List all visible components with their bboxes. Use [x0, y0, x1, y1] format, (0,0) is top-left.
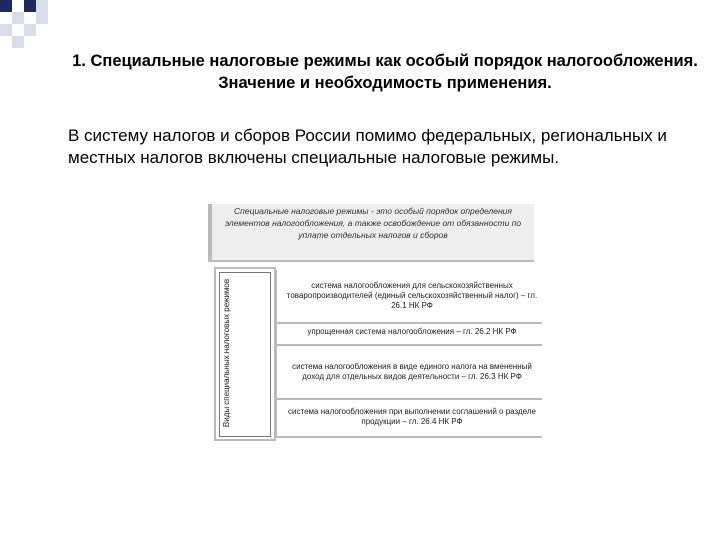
- regime-item-simplified: упрощенная система налогообложения – гл. 26.2 НК РФ: [282, 327, 542, 337]
- slide-title: 1. Специальные налоговые режимы как особый порядок налогообложения. Значение и необходимость применения.: [72, 52, 698, 92]
- regime-item-imputed-income: система налогообложения в виде единого налога на вмененный доход для отдельных видов деятельности – гл. 26.3 НК РФ: [282, 362, 542, 382]
- regime-types-label: Виды специальных налоговых режимов: [222, 278, 231, 428]
- regime-item-production-sharing: система налогообложения при выполнении соглашений о разделе продукции – гл. 26.4 НК РФ: [282, 407, 542, 427]
- definition-box: Специальные налоговые режимы - это особый порядок определения элементов налогообложения, а также освобождение от обязанности по уплате отдельных налогов и сборов: [212, 204, 534, 260]
- regime-item-agricultural: система налогообложения для сельскохозяйственных товаропроизводителей (единый сельскохозяйственный налог) – гл. 26.1 НК РФ: [282, 281, 542, 311]
- intro-paragraph: В систему налогов и сборов России помимо федеральных, региональных и местных налогов включены специальные налоговые режимы.: [68, 126, 667, 167]
- regime-types-box: [219, 272, 271, 437]
